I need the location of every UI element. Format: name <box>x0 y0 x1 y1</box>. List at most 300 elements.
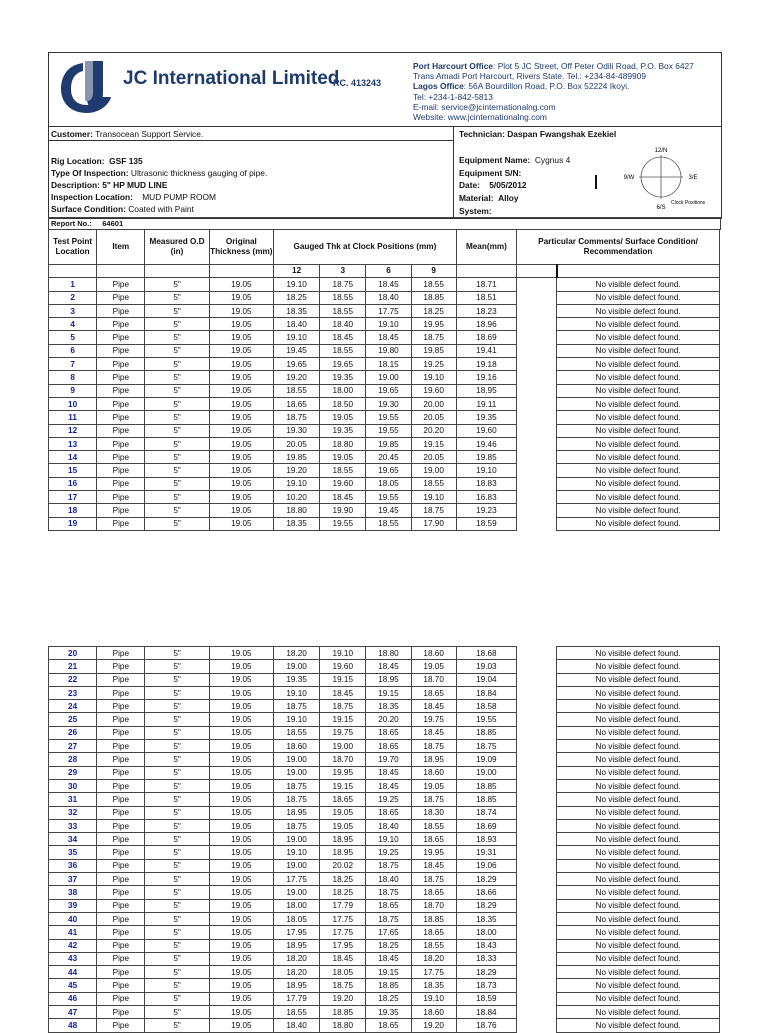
cell-original: 19.05 <box>209 713 273 726</box>
rig-line: Rig Location: GSF 135 <box>51 156 143 166</box>
cell-point: 41 <box>49 926 97 939</box>
cell-thk-6: 18.40 <box>366 873 411 886</box>
cell-original: 19.05 <box>209 806 273 819</box>
cell-thk-6: 18.45 <box>366 779 411 792</box>
address-line: E-mail: service@jcinternationalng.com <box>413 101 556 112</box>
cell-thk-9: 19.60 <box>411 384 456 397</box>
cell-thk-6: 19.30 <box>366 397 411 410</box>
cell-comment: No visible defect found. <box>557 726 720 739</box>
cell-od: 5" <box>145 504 209 517</box>
cell-thk-9: 18.60 <box>411 1006 456 1019</box>
cell-point: 33 <box>49 819 97 832</box>
cell-comment: No visible defect found. <box>557 477 720 490</box>
cell-comment: No visible defect found. <box>557 939 720 952</box>
cell-thk-9: 18.60 <box>411 647 456 660</box>
cell-original: 19.05 <box>209 992 273 1005</box>
cell-original: 19.05 <box>209 660 273 673</box>
cell-point: 36 <box>49 859 97 872</box>
cell-thk-3: 19.60 <box>320 660 366 673</box>
cell-spacer <box>517 740 557 753</box>
cell-mean: 19.55 <box>456 713 516 726</box>
cell-od: 5" <box>145 846 209 859</box>
cell-mean: 18.59 <box>456 992 516 1005</box>
cell-thk-3: 18.75 <box>320 278 366 291</box>
address-line: Lagos Office: 56A Bourdillon Road, P.O. Box 52224 Ikoyi. <box>413 81 630 92</box>
surface-line: Surface Condition: Coated with Paint <box>51 204 194 214</box>
clock-9-header: 9 <box>411 265 456 278</box>
cell-point: 43 <box>49 952 97 965</box>
cell-thk-3: 19.95 <box>320 766 366 779</box>
cell-spacer <box>517 793 557 806</box>
cell-thk-6: 18.45 <box>366 660 411 673</box>
cell-item: Pipe <box>97 1006 145 1019</box>
cell-thk-3: 19.35 <box>320 424 366 437</box>
cell-spacer <box>517 304 557 317</box>
cell-thk-12: 18.55 <box>273 1006 319 1019</box>
cell-mean: 18.71 <box>456 278 516 291</box>
cell-item: Pipe <box>97 517 145 530</box>
cell-spacer <box>517 819 557 832</box>
cell-original: 19.05 <box>209 846 273 859</box>
cell-thk-9: 18.55 <box>411 477 456 490</box>
cell-mean: 18.68 <box>456 647 516 660</box>
cell-thk-9: 18.70 <box>411 899 456 912</box>
cell-od: 5" <box>145 451 209 464</box>
cell-comment: No visible defect found. <box>557 686 720 699</box>
cell-original: 19.05 <box>209 318 273 331</box>
cell-original: 19.05 <box>209 686 273 699</box>
cell-thk-12: 18.25 <box>273 291 319 304</box>
cell-thk-12: 18.75 <box>273 779 319 792</box>
cell-original: 19.05 <box>209 966 273 979</box>
cell-point: 39 <box>49 899 97 912</box>
cell-mean: 18.69 <box>456 819 516 832</box>
cell-point: 12 <box>49 424 97 437</box>
table-row <box>49 793 720 806</box>
cell-mean: 18.96 <box>456 318 516 331</box>
cell-thk-6: 18.45 <box>366 952 411 965</box>
report-header <box>48 52 722 127</box>
cell-item: Pipe <box>97 899 145 912</box>
cell-spacer <box>517 278 557 291</box>
clock-6-header: 6 <box>366 265 411 278</box>
cell-thk-9: 19.95 <box>411 846 456 859</box>
cell-thk-3: 18.45 <box>320 686 366 699</box>
cell-mean: 18.59 <box>456 517 516 530</box>
cell-thk-9: 18.65 <box>411 686 456 699</box>
cell-thk-3: 19.00 <box>320 740 366 753</box>
cell-thk-3: 18.80 <box>320 1019 366 1032</box>
table-row <box>49 660 720 673</box>
cell-spacer <box>517 779 557 792</box>
cell-spacer <box>517 806 557 819</box>
cell-original: 19.05 <box>209 740 273 753</box>
cell-original: 19.05 <box>209 304 273 317</box>
cell-thk-6: 18.65 <box>366 1019 411 1032</box>
inspection-info <box>48 126 722 219</box>
cell-od: 5" <box>145 647 209 660</box>
table-row <box>49 833 720 846</box>
divider <box>49 140 453 141</box>
cell-thk-9: 18.55 <box>411 819 456 832</box>
cell-item: Pipe <box>97 384 145 397</box>
table-row <box>49 912 720 925</box>
cell-spacer <box>517 331 557 344</box>
cell-spacer <box>517 726 557 739</box>
cell-od: 5" <box>145 952 209 965</box>
cell-od: 5" <box>145 371 209 384</box>
cell-od: 5" <box>145 873 209 886</box>
cell-spacer <box>517 952 557 965</box>
technician-line: Technician: Daspan Fwangshak Ezekiel <box>459 129 617 139</box>
cell-item: Pipe <box>97 886 145 899</box>
cell-thk-12: 19.10 <box>273 331 319 344</box>
cell-item: Pipe <box>97 464 145 477</box>
cell-spacer <box>517 504 557 517</box>
cell-spacer <box>517 411 557 424</box>
cell-od: 5" <box>145 517 209 530</box>
cell-point: 11 <box>49 411 97 424</box>
table-row <box>49 358 720 371</box>
cell-od: 5" <box>145 726 209 739</box>
cell-comment: No visible defect found. <box>557 660 720 673</box>
cell-mean: 19.35 <box>456 411 516 424</box>
cell-item: Pipe <box>97 966 145 979</box>
cell-thk-6: 18.80 <box>366 647 411 660</box>
cell-thk-3: 17.95 <box>320 939 366 952</box>
cell-point: 13 <box>49 437 97 450</box>
cell-comment: No visible defect found. <box>557 464 720 477</box>
cursor-mark <box>595 175 597 189</box>
cell-thk-12: 18.40 <box>273 1019 319 1032</box>
cell-thk-9: 18.75 <box>411 793 456 806</box>
cell-item: Pipe <box>97 411 145 424</box>
cell-spacer <box>517 491 557 504</box>
cell-item: Pipe <box>97 766 145 779</box>
cell-mean: 19.18 <box>456 358 516 371</box>
cell-item: Pipe <box>97 660 145 673</box>
cell-thk-12: 18.55 <box>273 384 319 397</box>
cell-thk-3: 18.55 <box>320 344 366 357</box>
cell-point: 31 <box>49 793 97 806</box>
cell-thk-9: 18.35 <box>411 979 456 992</box>
cell-spacer <box>517 912 557 925</box>
cell-point: 14 <box>49 451 97 464</box>
equipment-name-line: Equipment Name: Cygnus 4 <box>459 155 571 165</box>
cell-original: 19.05 <box>209 859 273 872</box>
table-row <box>49 451 720 464</box>
table-row <box>49 371 720 384</box>
cell-thk-6: 18.85 <box>366 979 411 992</box>
cell-thk-12: 19.45 <box>273 344 319 357</box>
cell-mean: 18.95 <box>456 384 516 397</box>
cell-comment: No visible defect found. <box>557 926 720 939</box>
clock-positions-diagram <box>619 145 719 211</box>
cell-thk-6: 19.15 <box>366 686 411 699</box>
cell-od: 5" <box>145 793 209 806</box>
cell-thk-9: 18.55 <box>411 939 456 952</box>
cell-point: 40 <box>49 912 97 925</box>
cell-mean: 19.60 <box>456 424 516 437</box>
cell-comment: No visible defect found. <box>557 886 720 899</box>
cell-thk-6: 18.65 <box>366 740 411 753</box>
cell-thk-12: 19.00 <box>273 859 319 872</box>
cell-thk-3: 18.05 <box>320 966 366 979</box>
cell-comment: No visible defect found. <box>557 424 720 437</box>
cell-original: 19.05 <box>209 766 273 779</box>
cell-thk-9: 19.10 <box>411 371 456 384</box>
cell-comment: No visible defect found. <box>557 779 720 792</box>
cell-od: 5" <box>145 464 209 477</box>
cell-comment: No visible defect found. <box>557 952 720 965</box>
cell-original: 19.05 <box>209 833 273 846</box>
cell-od: 5" <box>145 1006 209 1019</box>
cell-mean: 18.75 <box>456 740 516 753</box>
cell-thk-6: 17.75 <box>366 304 411 317</box>
cell-thk-12: 19.20 <box>273 371 319 384</box>
cell-spacer <box>517 517 557 530</box>
cell-mean: 18.84 <box>456 686 516 699</box>
table-row <box>49 291 720 304</box>
cell-comment: No visible defect found. <box>557 766 720 779</box>
cell-original: 19.05 <box>209 1019 273 1032</box>
cell-comment: No visible defect found. <box>557 491 720 504</box>
cell-original: 19.05 <box>209 647 273 660</box>
address-line: Website: www.jcinternationalng.com <box>413 112 547 123</box>
cell-comment: No visible defect found. <box>557 278 720 291</box>
cell-mean: 19.10 <box>456 464 516 477</box>
table-row <box>49 899 720 912</box>
cell-thk-3: 19.55 <box>320 517 366 530</box>
address-line: Tel: +234-1-842-5813 <box>413 91 493 102</box>
cell-thk-6: 18.95 <box>366 673 411 686</box>
cell-od: 5" <box>145 291 209 304</box>
col-header-point: Test Point Location <box>49 230 97 265</box>
cell-thk-3: 18.40 <box>320 318 366 331</box>
cell-original: 19.05 <box>209 979 273 992</box>
cell-thk-6: 19.35 <box>366 1006 411 1019</box>
cell-point: 27 <box>49 740 97 753</box>
cell-thk-3: 18.00 <box>320 384 366 397</box>
cell-point: 7 <box>49 358 97 371</box>
cell-spacer <box>517 344 557 357</box>
cell-mean: 18.51 <box>456 291 516 304</box>
cell-point: 21 <box>49 660 97 673</box>
cell-od: 5" <box>145 779 209 792</box>
cell-point: 16 <box>49 477 97 490</box>
table-row <box>49 886 720 899</box>
cell-original: 19.05 <box>209 793 273 806</box>
cell-item: Pipe <box>97 859 145 872</box>
cell-od: 5" <box>145 437 209 450</box>
cell-thk-12: 18.80 <box>273 504 319 517</box>
cell-thk-12: 18.75 <box>273 411 319 424</box>
material-line: Material: Alloy <box>459 193 519 203</box>
cell-od: 5" <box>145 740 209 753</box>
cell-original: 19.05 <box>209 344 273 357</box>
cell-item: Pipe <box>97 713 145 726</box>
cell-original: 19.05 <box>209 899 273 912</box>
cell-thk-9: 19.10 <box>411 992 456 1005</box>
cell-item: Pipe <box>97 726 145 739</box>
cell-thk-6: 18.15 <box>366 358 411 371</box>
cell-thk-6: 19.25 <box>366 846 411 859</box>
cell-mean: 18.69 <box>456 331 516 344</box>
company-address <box>413 61 694 122</box>
cell-original: 19.05 <box>209 517 273 530</box>
cell-thk-12: 17.75 <box>273 873 319 886</box>
cell-comment: No visible defect found. <box>557 291 720 304</box>
cell-original: 19.05 <box>209 819 273 832</box>
cell-item: Pipe <box>97 477 145 490</box>
cell-comment: No visible defect found. <box>557 713 720 726</box>
cell-od: 5" <box>145 939 209 952</box>
cell-thk-3: 19.10 <box>320 647 366 660</box>
cell-original: 19.05 <box>209 477 273 490</box>
table-row <box>49 952 720 965</box>
cell-spacer <box>517 766 557 779</box>
cell-comment: No visible defect found. <box>557 859 720 872</box>
cell-original: 19.05 <box>209 397 273 410</box>
cell-spacer <box>517 464 557 477</box>
table-row <box>49 713 720 726</box>
cell-original: 19.05 <box>209 437 273 450</box>
table-row <box>49 424 720 437</box>
cell-thk-9: 17.90 <box>411 517 456 530</box>
table-row <box>49 859 720 872</box>
cell-thk-9: 20.05 <box>411 411 456 424</box>
cell-thk-3: 19.05 <box>320 806 366 819</box>
table-row <box>49 926 720 939</box>
cell-mean: 18.33 <box>456 952 516 965</box>
cell-spacer <box>517 992 557 1005</box>
cell-thk-6: 18.40 <box>366 291 411 304</box>
cell-thk-9: 18.85 <box>411 291 456 304</box>
cell-mean: 19.23 <box>456 504 516 517</box>
cell-item: Pipe <box>97 873 145 886</box>
cell-item: Pipe <box>97 451 145 464</box>
cell-point: 30 <box>49 779 97 792</box>
cell-point: 47 <box>49 1006 97 1019</box>
cell-mean: 18.23 <box>456 304 516 317</box>
thickness-table-part1 <box>48 229 720 531</box>
cell-thk-12: 19.20 <box>273 464 319 477</box>
cell-comment: No visible defect found. <box>557 384 720 397</box>
clock-right-label: 3/E <box>688 175 698 181</box>
cell-mean: 18.73 <box>456 979 516 992</box>
cell-item: Pipe <box>97 846 145 859</box>
cell-original: 19.05 <box>209 491 273 504</box>
cell-spacer <box>517 966 557 979</box>
cell-thk-6: 18.25 <box>366 939 411 952</box>
cell-od: 5" <box>145 766 209 779</box>
cell-comment: No visible defect found. <box>557 753 720 766</box>
cell-thk-6: 18.45 <box>366 278 411 291</box>
cell-od: 5" <box>145 992 209 1005</box>
cell-thk-12: 19.00 <box>273 766 319 779</box>
table-row <box>49 979 720 992</box>
cell-original: 19.05 <box>209 926 273 939</box>
cell-original: 19.05 <box>209 424 273 437</box>
cell-point: 37 <box>49 873 97 886</box>
cell-thk-6: 19.65 <box>366 384 411 397</box>
cell-thk-12: 19.00 <box>273 660 319 673</box>
cell-item: Pipe <box>97 819 145 832</box>
cell-thk-9: 19.00 <box>411 464 456 477</box>
clock-12-header: 12 <box>273 265 319 278</box>
cell-item: Pipe <box>97 1019 145 1032</box>
cell-mean: 18.66 <box>456 886 516 899</box>
cell-mean: 19.31 <box>456 846 516 859</box>
cell-thk-6: 19.00 <box>366 371 411 384</box>
report-number-row: Report No.: 64601 <box>48 217 721 230</box>
cell-point: 34 <box>49 833 97 846</box>
cell-thk-12: 10.20 <box>273 491 319 504</box>
cell-spacer <box>517 979 557 992</box>
cell-mean: 18.85 <box>456 793 516 806</box>
cell-thk-3: 18.45 <box>320 331 366 344</box>
cell-thk-6: 18.75 <box>366 912 411 925</box>
clock-bottom-label: 6/S <box>656 205 666 211</box>
cell-point: 19 <box>49 517 97 530</box>
cell-thk-12: 19.10 <box>273 686 319 699</box>
cell-point: 5 <box>49 331 97 344</box>
cell-comment: No visible defect found. <box>557 1019 720 1032</box>
cell-thk-6: 19.45 <box>366 504 411 517</box>
cell-point: 10 <box>49 397 97 410</box>
cell-item: Pipe <box>97 793 145 806</box>
table-row <box>49 673 720 686</box>
cell-od: 5" <box>145 926 209 939</box>
table-row <box>49 647 720 660</box>
thickness-table-part2 <box>48 646 720 1033</box>
table-row <box>49 766 720 779</box>
cell-point: 32 <box>49 806 97 819</box>
cell-point: 23 <box>49 686 97 699</box>
cell-item: Pipe <box>97 331 145 344</box>
cell-mean: 19.46 <box>456 437 516 450</box>
cell-comment: No visible defect found. <box>557 517 720 530</box>
table-row <box>49 477 720 490</box>
cell-thk-6: 18.40 <box>366 819 411 832</box>
cell-thk-9: 19.95 <box>411 318 456 331</box>
cell-thk-3: 17.75 <box>320 926 366 939</box>
table-row <box>49 397 720 410</box>
cell-original: 19.05 <box>209 384 273 397</box>
cell-item: Pipe <box>97 912 145 925</box>
cell-point: 48 <box>49 1019 97 1032</box>
cell-od: 5" <box>145 358 209 371</box>
cell-spacer <box>517 1019 557 1032</box>
cell-thk-9: 18.70 <box>411 673 456 686</box>
cell-thk-9: 18.20 <box>411 952 456 965</box>
cell-mean: 18.84 <box>456 1006 516 1019</box>
cell-thk-3: 18.85 <box>320 1006 366 1019</box>
cell-point: 45 <box>49 979 97 992</box>
table-row <box>49 992 720 1005</box>
cell-thk-9: 18.95 <box>411 753 456 766</box>
cell-item: Pipe <box>97 939 145 952</box>
cell-mean: 18.85 <box>456 726 516 739</box>
cell-thk-12: 18.95 <box>273 979 319 992</box>
cell-item: Pipe <box>97 424 145 437</box>
cell-comment: No visible defect found. <box>557 437 720 450</box>
cell-thk-9: 19.85 <box>411 344 456 357</box>
cell-thk-9: 19.20 <box>411 1019 456 1032</box>
cell-comment: No visible defect found. <box>557 331 720 344</box>
cell-od: 5" <box>145 477 209 490</box>
cell-item: Pipe <box>97 504 145 517</box>
